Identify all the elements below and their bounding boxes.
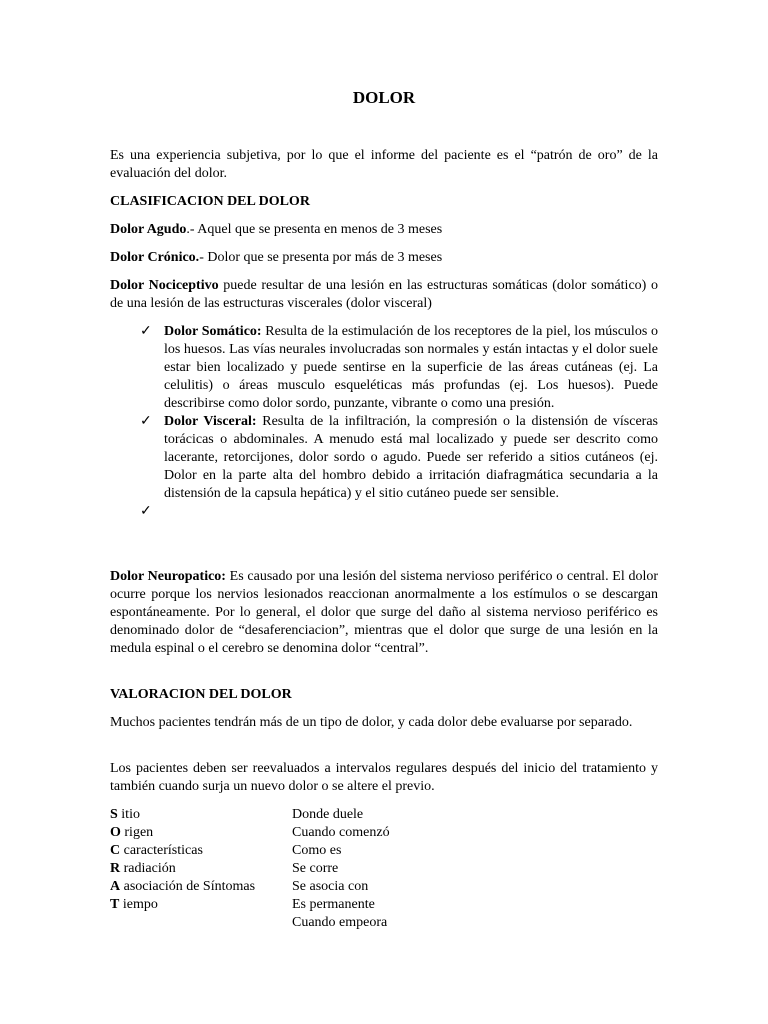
valoracion-paragraph-2: Los pacientes deben ser reevaluados a intervalos regulares después del inicio del tratamiento y también cuando surja un nuevo dolor o se altere el previo.: [110, 761, 658, 794]
checkmark-icon: ✓: [140, 504, 152, 519]
section-heading-valoracion: VALORACION DEL DOLOR: [110, 687, 292, 702]
table-row: R radiación Se corre: [110, 861, 339, 876]
page-title: DOLOR: [352, 88, 416, 107]
valoracion-paragraph-1: Muchos pacientes tendrán más de un tipo de dolor, y cada dolor debe evaluarse por separado.: [110, 715, 633, 730]
term-dolor-visceral: Dolor Visceral:: [164, 414, 257, 429]
table-row: T iempo Es permanente: [110, 897, 375, 912]
socrates-table: [110, 806, 658, 932]
table-row: Cuando empeora: [292, 915, 388, 930]
nociceptivo-checklist: [110, 323, 658, 521]
term-dolor-somatico: Dolor Somático:: [164, 324, 262, 339]
term-dolor-cronico: Dolor Crónico.: [110, 250, 200, 265]
table-row: A asociación de Síntomas Se asocia con: [110, 879, 369, 894]
dolor-cronico-paragraph: Dolor Crónico.- Dolor que se presenta por más de 3 meses: [110, 250, 443, 265]
dolor-neuropatico-paragraph: Dolor Neuropatico: Es causado por una lesión del sistema nervioso periférico o central. El dolor ocurre porque los nervios lesionados reaccionan anormalmente a los estímulos o se descargan espontáneamente. Por lo general, el dolor que surge del daño al sistema nervioso periférico es denominado dolor de “desaferenciacion”, mientras que el dolor que surge de una lesión en la medula espinal o el cerebro se denomina dolor “central”.: [110, 569, 658, 656]
checkmark-icon: ✓: [140, 414, 152, 429]
checkmark-icon: ✓: [140, 324, 152, 339]
section-heading-clasificacion: CLASIFICACION DEL DOLOR: [110, 194, 310, 209]
term-dolor-agudo: Dolor Agudo: [110, 222, 187, 237]
table-row: S itio Donde duele: [110, 807, 364, 822]
list-item-empty: [110, 503, 658, 521]
table-row: O rigen Cuando comenzó: [110, 825, 390, 840]
term-dolor-nociceptivo: Dolor Nociceptivo: [110, 278, 219, 293]
list-item: ✓ Dolor Somático: Resulta de la estimulación de los receptores de la piel, los músculos o los huesos. Las vías neurales involucradas son normales y están intactas y el dolor suele estar bien localizado y puede sentirse en la superficie de las áreas cutáneas (ej. La celulitis) o áreas musculo esqueléticas más profundas (ej. Los huesos). Puede describirse como dolor sordo, punzante, vibrante o como una presión.: [140, 324, 658, 411]
intro-paragraph: Es una experiencia subjetiva, por lo que el informe del paciente es el “patrón de oro” de la evaluación del dolor.: [110, 148, 658, 181]
dolor-nociceptivo-paragraph: Dolor Nociceptivo puede resultar de una lesión en las estructuras somáticas (dolor somático) o de una lesión de las estructuras viscerales (dolor visceral): [110, 278, 658, 311]
dolor-agudo-paragraph: Dolor Agudo.- Aquel que se presenta en menos de 3 meses: [110, 222, 443, 237]
table-row: C características Como es: [110, 843, 342, 858]
list-item: ✓ Dolor Visceral: Resulta de la infiltración, la compresión o la distensión de vísceras torácicas o abdominales. A menudo está mal localizado y puede ser descrito como lacerante, retorcijones, dolor sordo o agudo. Puede ser referido a sitios cutáneos (ej. Dolor en la parte alta del hombro debido a irritación diafragmática secundaria a la distensión de la capsula hepática) y el sitio cutáneo puede ser sensible.: [140, 414, 658, 501]
term-dolor-neuropatico: Dolor Neuropatico:: [110, 569, 226, 584]
